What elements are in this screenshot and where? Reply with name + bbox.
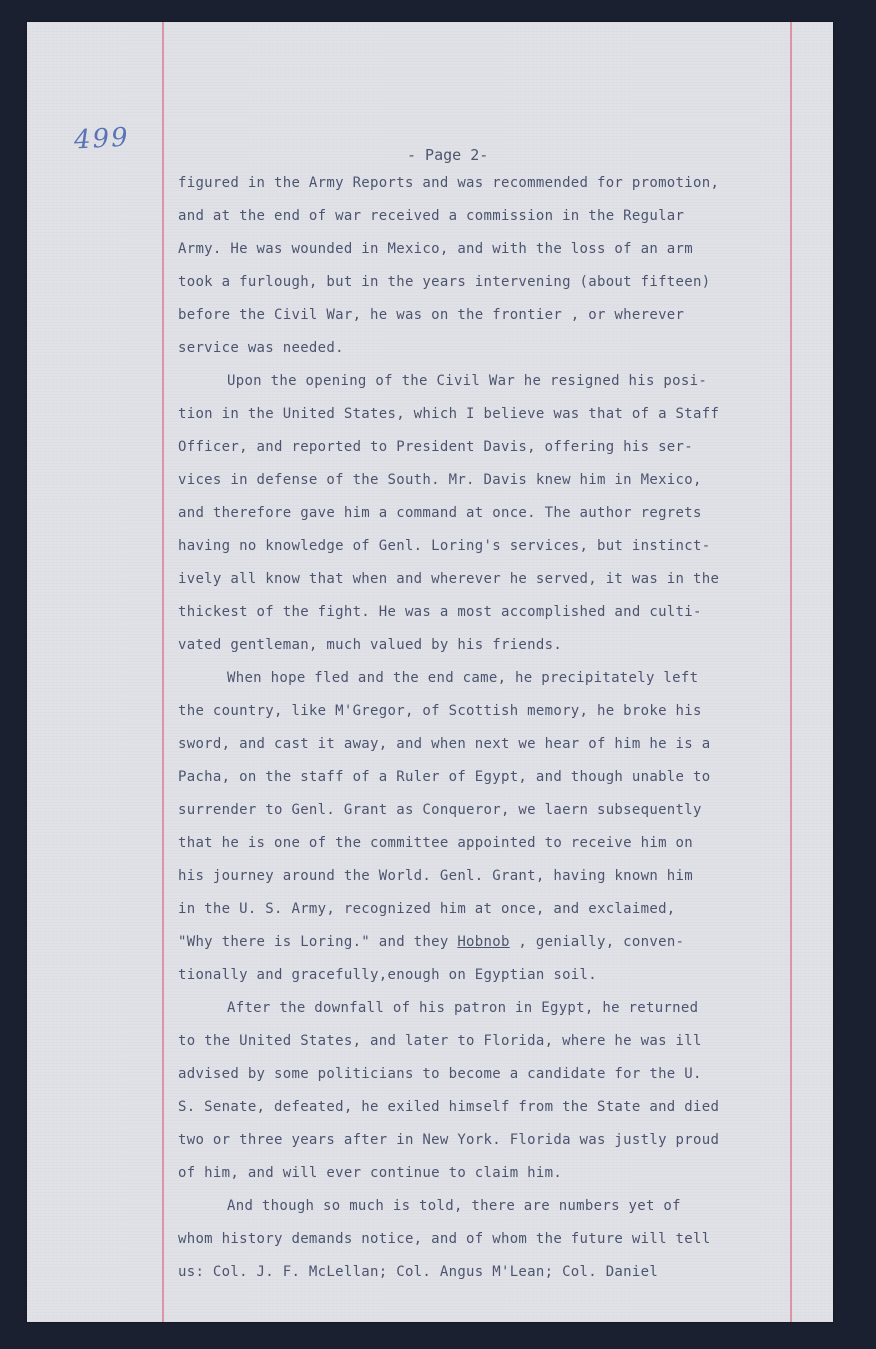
text-line-hobnob xyxy=(178,934,818,950)
underlined-word: Hobnob xyxy=(457,934,510,950)
text-line: sword, and cast it away, and when next we hear of him he is a xyxy=(178,736,711,752)
left-margin-rule xyxy=(162,22,164,1322)
text-line: figured in the Army Reports and was recommended for promotion, xyxy=(178,175,720,191)
text-line: whom history demands notice, and of whom the future will tell xyxy=(178,1231,711,1247)
text-line: tion in the United States, which I believe was that of a Staff xyxy=(178,406,720,422)
text-line: service was needed. xyxy=(178,340,344,356)
text-line: in the U. S. Army, recognized him at once, and exclaimed, xyxy=(178,901,676,917)
text-line: that he is one of the committee appointed to receive him on xyxy=(178,835,693,851)
text-line: before the Civil War, he was on the frontier , or wherever xyxy=(178,307,685,323)
text-line: ively all know that when and wherever he served, it was in the xyxy=(178,571,720,587)
text-line: advised by some politicians to become a candidate for the U. xyxy=(178,1066,702,1082)
text-line: and therefore gave him a command at once. The author regrets xyxy=(178,505,702,521)
text-line: of him, and will ever continue to claim him. xyxy=(178,1165,563,1181)
text-line: took a furlough, but in the years intervening (about fifteen) xyxy=(178,274,711,290)
text-line: having no knowledge of Genl. Loring's services, but instinct- xyxy=(178,538,711,554)
folio-number: 499 xyxy=(73,122,131,156)
text-line: tionally and gracefully,enough on Egyptian soil. xyxy=(178,967,597,983)
text-line: Army. He was wounded in Mexico, and with the loss of an arm xyxy=(178,241,693,257)
text-segment: "Why there is Loring." and they xyxy=(178,934,458,950)
text-line: to the United States, and later to Florida, where he was ill xyxy=(178,1033,702,1049)
text-line: When hope fled and the end came, he precipitately left xyxy=(227,670,699,686)
page-header: - Page 2- xyxy=(407,146,489,164)
text-line: the country, like M'Gregor, of Scottish memory, he broke his xyxy=(178,703,702,719)
text-segment: , genially, conven- xyxy=(509,934,685,950)
text-line: Pacha, on the staff of a Ruler of Egypt, and though unable to xyxy=(178,769,711,785)
text-line: us: Col. J. F. McLellan; Col. Angus M'Lean; Col. Daniel xyxy=(178,1264,659,1280)
text-line: his journey around the World. Genl. Grant, having known him xyxy=(178,868,693,884)
text-line: Upon the opening of the Civil War he resigned his posi- xyxy=(227,373,708,389)
text-line: surrender to Genl. Grant as Conqueror, we laern subsequently xyxy=(178,802,702,818)
text-line: thickest of the fight. He was a most accomplished and culti- xyxy=(178,604,702,620)
text-line: S. Senate, defeated, he exiled himself from the State and died xyxy=(178,1099,720,1115)
text-line: After the downfall of his patron in Egypt, he returned xyxy=(227,1000,699,1016)
text-line: Officer, and reported to President Davis, offering his ser- xyxy=(178,439,693,455)
text-line: And though so much is told, there are numbers yet of xyxy=(227,1198,681,1214)
typed-page xyxy=(27,22,833,1322)
text-line: vated gentleman, much valued by his friends. xyxy=(178,637,563,653)
text-line: two or three years after in New York. Florida was justly proud xyxy=(178,1132,720,1148)
text-line: and at the end of war received a commission in the Regular xyxy=(178,208,685,224)
text-line: vices in defense of the South. Mr. Davis knew him in Mexico, xyxy=(178,472,702,488)
